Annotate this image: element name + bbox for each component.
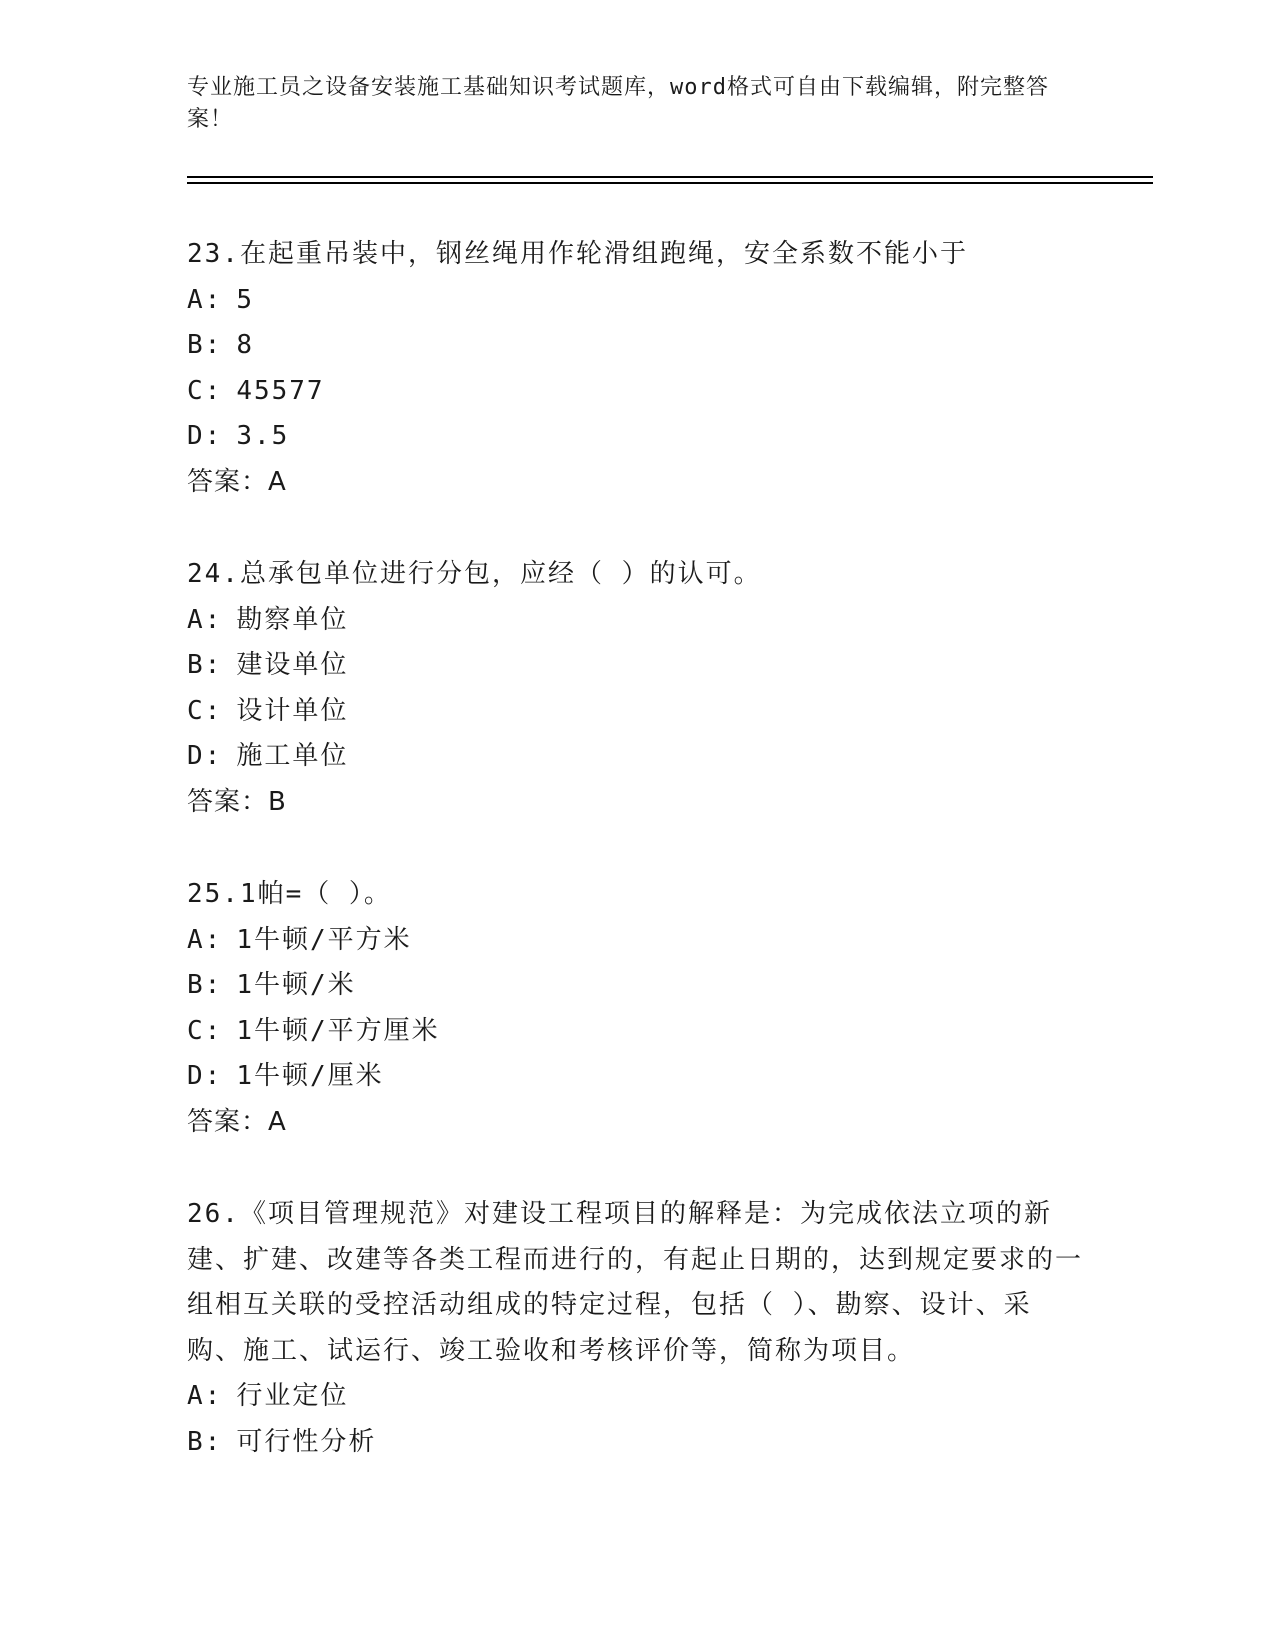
- option-letter: D:: [187, 1061, 223, 1091]
- option-letter: B:: [187, 650, 223, 680]
- option-b: [187, 323, 1087, 369]
- header-divider-top: [187, 176, 1153, 178]
- header-divider-bottom: [187, 182, 1153, 184]
- question-26: [187, 1192, 1087, 1465]
- header-title: 专业施工员之设备安装施工基础知识考试题库，word格式可自由下载编辑，附完整答案！: [187, 75, 1049, 132]
- option-letter: A:: [187, 604, 223, 635]
- option-letter: A:: [187, 924, 223, 955]
- answer-line: 答案：B: [187, 786, 287, 817]
- option-letter: B:: [187, 970, 223, 1000]
- option-text: 1牛顿/平方厘米: [236, 1015, 440, 1046]
- option-text: 1牛顿/平方米: [236, 924, 412, 955]
- option-letter: D:: [187, 741, 223, 771]
- option-letter: C:: [187, 375, 223, 406]
- answer-line: 答案：A: [187, 1106, 287, 1137]
- option-letter: A:: [187, 1381, 223, 1411]
- option-letter: C:: [187, 695, 223, 726]
- option-letter: B:: [187, 330, 223, 360]
- option-letter: C:: [187, 1015, 223, 1046]
- option-text: 45577: [236, 375, 325, 406]
- option-b: [187, 963, 1087, 1009]
- option-letter: D:: [187, 421, 223, 451]
- option-d: [187, 734, 1087, 780]
- document-header: [187, 72, 1067, 136]
- option-text: 1牛顿/厘米: [236, 1061, 384, 1091]
- option-c: [187, 1009, 1087, 1055]
- option-letter: A:: [187, 284, 223, 315]
- question-stem: 25.1帕=（ ）。: [187, 879, 392, 909]
- option-a: [187, 1374, 1087, 1420]
- question-25: [187, 872, 1087, 1145]
- option-a: [187, 598, 1087, 644]
- option-b: [187, 643, 1087, 689]
- question-stem: 23.在起重吊装中，钢丝绳用作轮滑组跑绳，安全系数不能小于: [187, 239, 968, 269]
- answer-line: 答案：A: [187, 466, 287, 497]
- option-b: [187, 1420, 1087, 1466]
- question-24: [187, 552, 1087, 825]
- option-c: [187, 369, 1087, 415]
- option-text: 可行性分析: [236, 1426, 377, 1457]
- option-d: [187, 1054, 1087, 1100]
- option-text: 建设单位: [236, 650, 349, 680]
- option-text: 5: [236, 284, 254, 315]
- option-c: [187, 689, 1087, 735]
- option-text: 勘察单位: [236, 604, 349, 635]
- question-list: [187, 232, 1087, 1512]
- option-text: 设计单位: [236, 695, 349, 726]
- option-text: 施工单位: [236, 741, 349, 771]
- option-d: [187, 414, 1087, 460]
- option-text: 1牛顿/米: [236, 970, 356, 1000]
- option-a: [187, 278, 1087, 324]
- question-23: [187, 232, 1087, 505]
- question-stem: 26.《项目管理规范》对建设工程项目的解释是：为完成依法立项的新建、扩建、改建等各类工程而进行的，有起止日期的，达到规定要求的一组相互关联的受控活动组成的特定过程，包括（ ）、勘察、设计、采购、施工、试运行、竣工验收和考核评价等，简称为项目。: [187, 1199, 1084, 1366]
- option-text: 行业定位: [236, 1381, 349, 1411]
- option-text: 8: [236, 330, 254, 360]
- option-letter: B:: [187, 1426, 223, 1457]
- option-a: [187, 918, 1087, 964]
- question-stem: 24.总承包单位进行分包，应经（ ）的认可。: [187, 559, 762, 589]
- option-text: 3.5: [236, 421, 290, 451]
